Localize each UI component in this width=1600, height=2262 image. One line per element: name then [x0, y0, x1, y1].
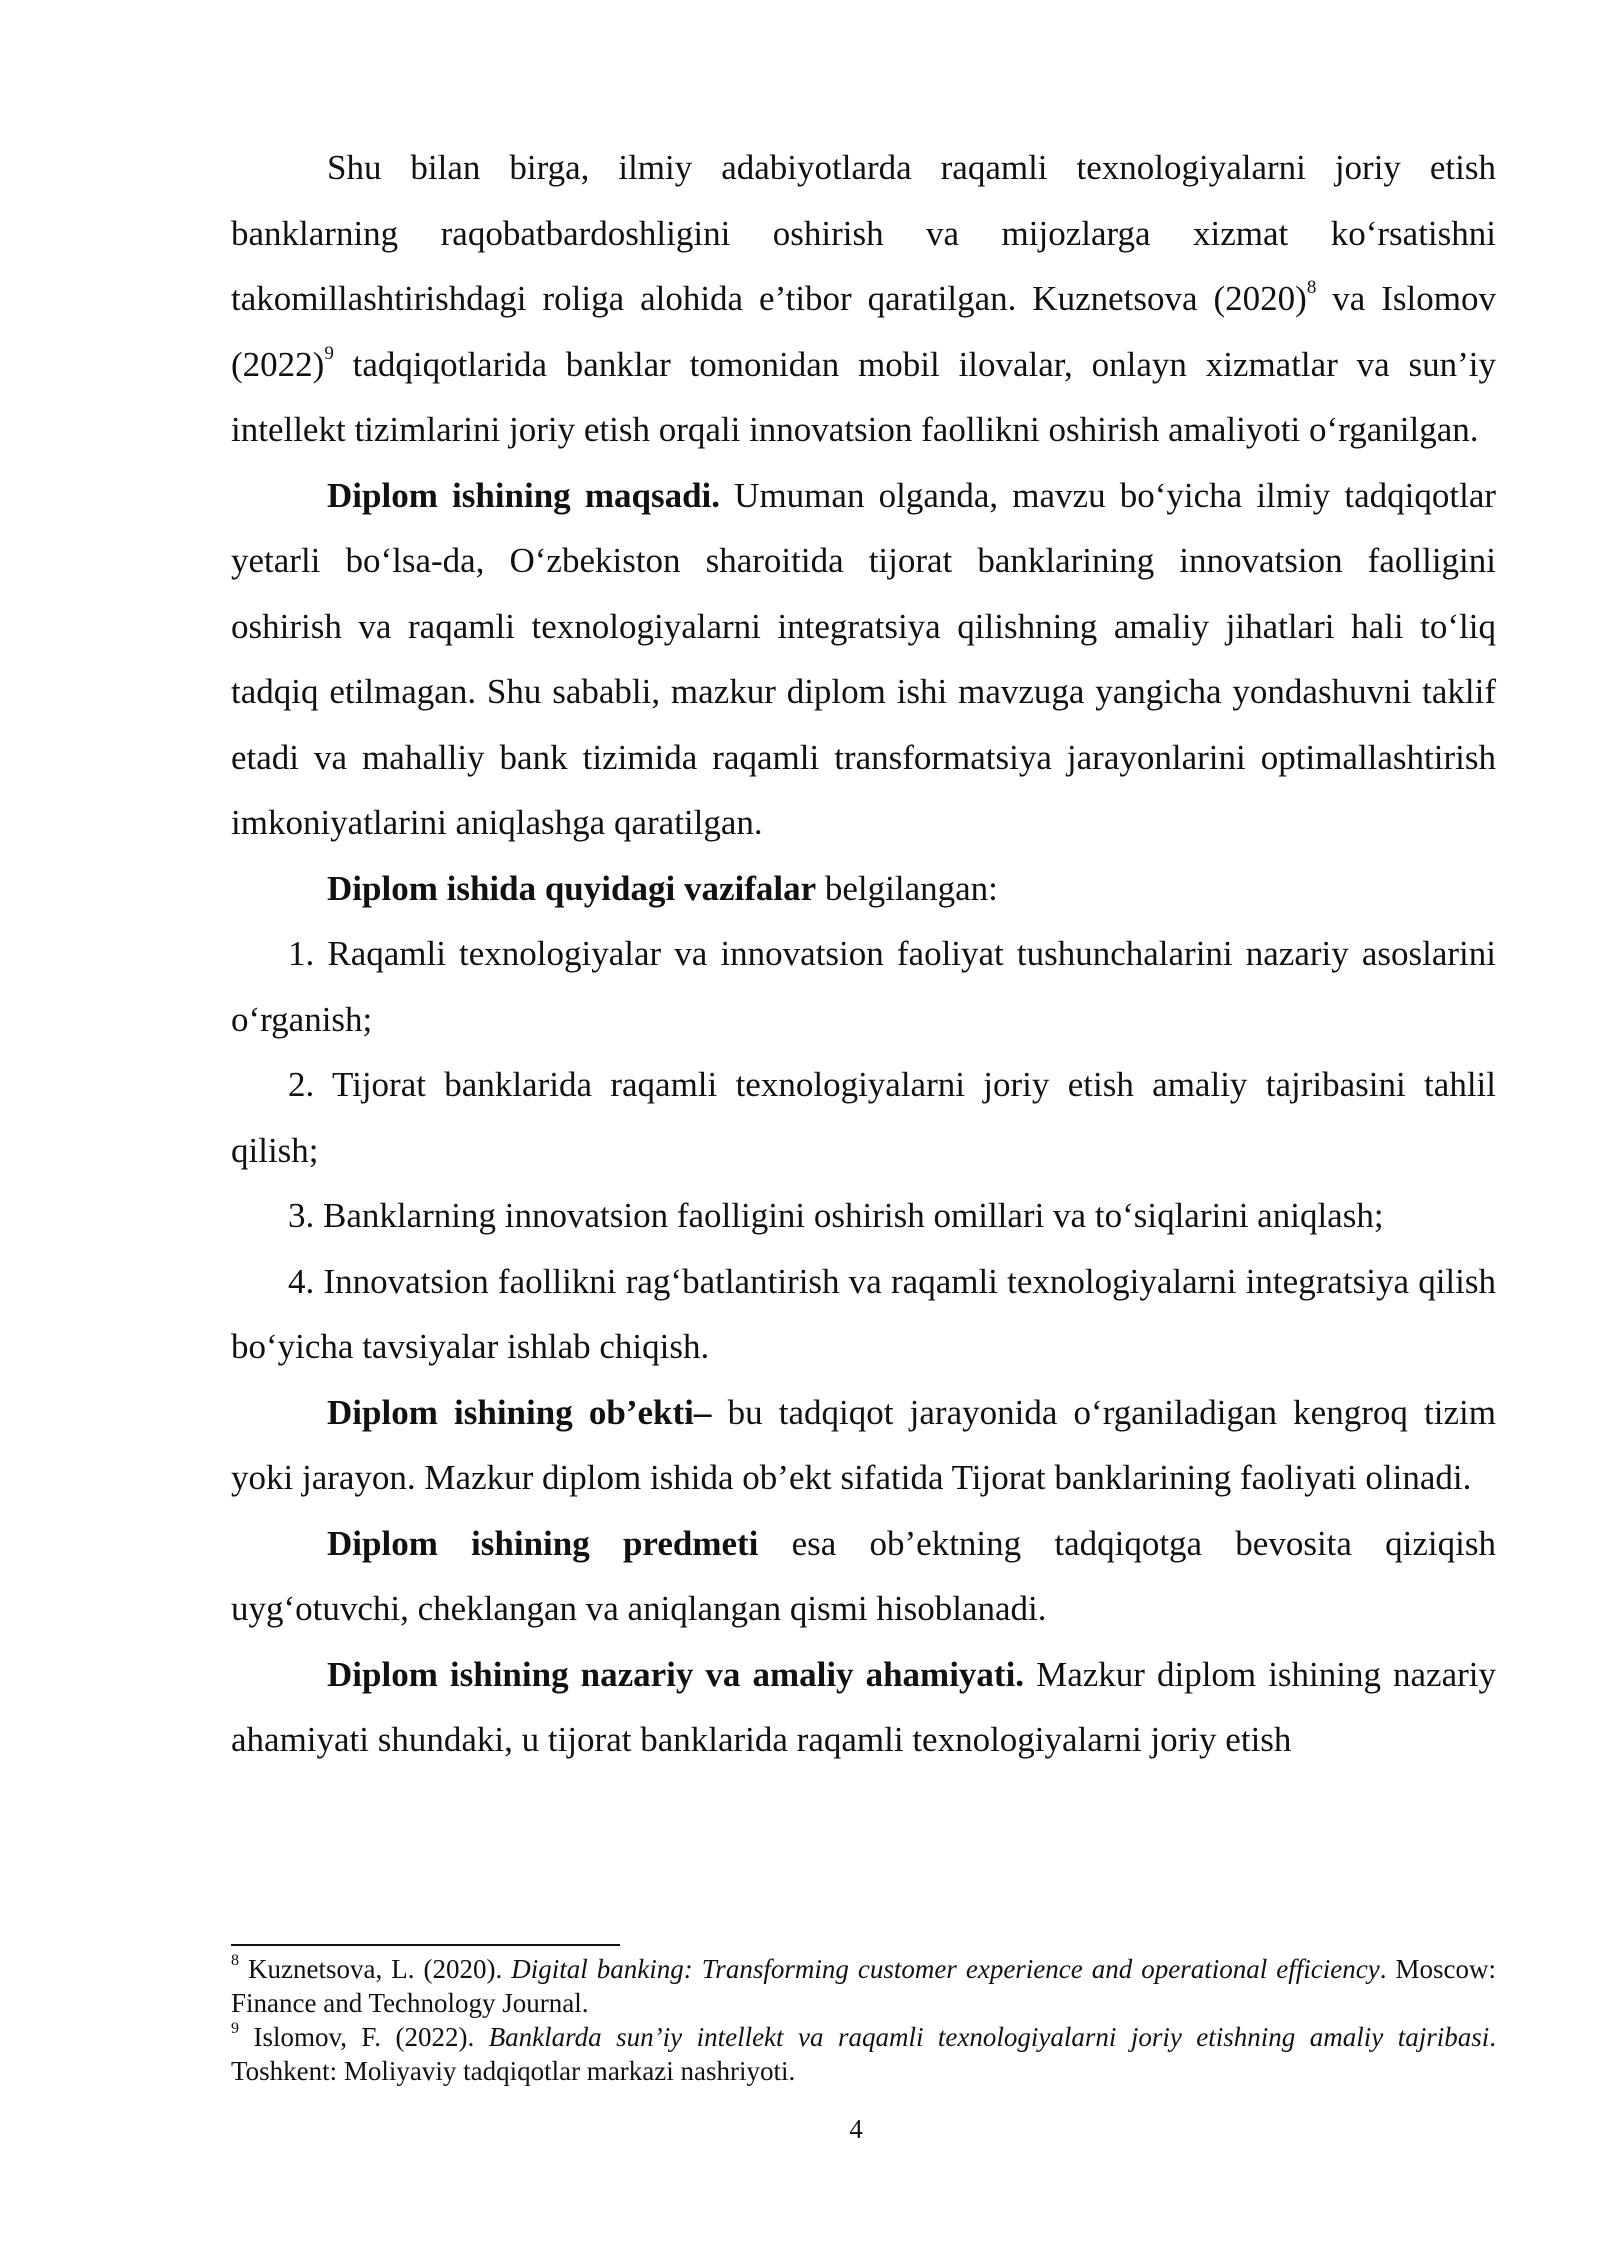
paragraph-text: esa ob’ektning tadqiqotga bevosita qiziqish uyg‘otuvchi, cheklangan va aniqlangan qismi hisoblanadi. [231, 1523, 1496, 1628]
paragraph-text: Mazkur diplom ishining nazariy ahamiyati shundaki, u tijorat banklarida raqamli texnologiyalarni joriy etish [231, 1654, 1497, 1759]
paragraph-object [231, 1380, 1496, 1511]
task-item-3: 3. Banklarning innovatsion faolligini oshirish omillari va to‘siqlarini aniqlash; [288, 1196, 1384, 1235]
footnote-title: Banklarda sun’iy intellekt va raqamli texnologiyalarni joriy etishning amaliy tajribasi [488, 2022, 1490, 2052]
section-heading-significance: Diplom ishining nazariy va amaliy ahamiyati. [327, 1654, 1025, 1694]
footnote-separator [231, 1944, 620, 1946]
section-heading-subject: Diplom ishining predmeti [327, 1523, 759, 1563]
section-heading-tasks: Diplom ishida quyidagi vazifalar [327, 868, 817, 908]
paragraph-goal [231, 463, 1496, 856]
section-heading-goal: Diplom ishining maqsadi. [327, 475, 721, 515]
paragraph-text: tadqiqotlarida banklar tomonidan mobil ilovalar, onlayn xizmatlar va sun’iy intellekt tizimlarini joriy etish orqali innovatsion faollikni oshirish amaliyoti o‘rganilgan. [231, 344, 1496, 449]
footnote-text: Islomov, F. (2022). [239, 2022, 489, 2052]
paragraph-literature-review [231, 135, 1496, 463]
footnote-text: Kuznetsova, L. (2020). [239, 1954, 512, 1984]
body-text [231, 135, 1496, 1773]
footnotes [231, 1952, 1496, 2088]
task-item-4: 4. Innovatsion faollikni rag‘batlantirish va raqamli texnologiyalarni integratsiya qilish bo‘yicha tavsiyalar ishlab chiqish. [231, 1261, 1496, 1366]
paragraph-text: va Islomov (2022) [231, 279, 1496, 384]
section-heading-object: Diplom ishining ob’ekti– [327, 1392, 712, 1432]
page-number: 4 [849, 2114, 863, 2144]
footnote-8 [231, 1952, 1496, 2020]
paragraph-tasks-intro [231, 856, 1496, 922]
footnote-text: . Toshkent: Moliyaviy tadqiqotlar markazi nashriyoti. [231, 2022, 1496, 2086]
footnote-ref-8[interactable]: 8 [1306, 277, 1317, 299]
task-item-1: 1. Raqamli texnologiyalar va innovatsion faoliyat tushunchalarini nazariy asoslarini o‘rganish; [231, 934, 1496, 1039]
task-item-2: 2. Tijorat banklarida raqamli texnologiyalarni joriy etish amaliy tajribasini tahlil qilish; [231, 1065, 1496, 1170]
footnote-ref-9[interactable]: 9 [324, 342, 334, 364]
footnote-text: . Moscow: Finance and Technology Journal. [231, 1954, 1496, 2018]
paragraph-text: Shu bilan birga, ilmiy adabiyotlarda raqamli texnologiyalarni joriy etish banklarning raqobatbardoshligini oshirish va mijozlarga xizmat ko‘rsatishni takomillashtirishdagi roliga alohida e’tibor qaratilgan. Kuznetsova (2020) [231, 148, 1496, 318]
paragraph-significance [231, 1642, 1496, 1773]
footnote-title: Digital banking: Transforming customer experience and operational efficiency [511, 1954, 1380, 1984]
paragraph-text: Umuman olganda, mavzu bo‘yicha ilmiy tadqiqotlar yetarli bo‘lsa-da, O‘zbekiston sharoitida tijorat banklarining innovatsion faolligini oshirish va raqamli texnologiyalarni integratsiya qilishning amaliy jihatlari hali to‘liq tadqiq etilmagan. Shu sababli, mazkur diplom ishi mavzuga yangicha yondashuvni taklif etadi va mahalliy bank tizimida raqamli transformatsiya jarayonlarini optimallashtirish imkoniyatlarini aniqlashga qaratilgan. [231, 475, 1497, 842]
paragraph-subject [231, 1511, 1496, 1642]
footnote-marker: 8 [231, 1952, 239, 1969]
footnote-9 [231, 2020, 1496, 2088]
footnote-marker: 9 [231, 2020, 239, 2037]
paragraph-text: bu tadqiqot jarayonida o‘rganiladigan kengroq tizim yoki jarayon. Mazkur diplom ishida ob’ekt sifatida Tijorat banklarining faoliyati olinadi. [231, 1392, 1496, 1497]
paragraph-text: belgilangan: [816, 868, 998, 908]
